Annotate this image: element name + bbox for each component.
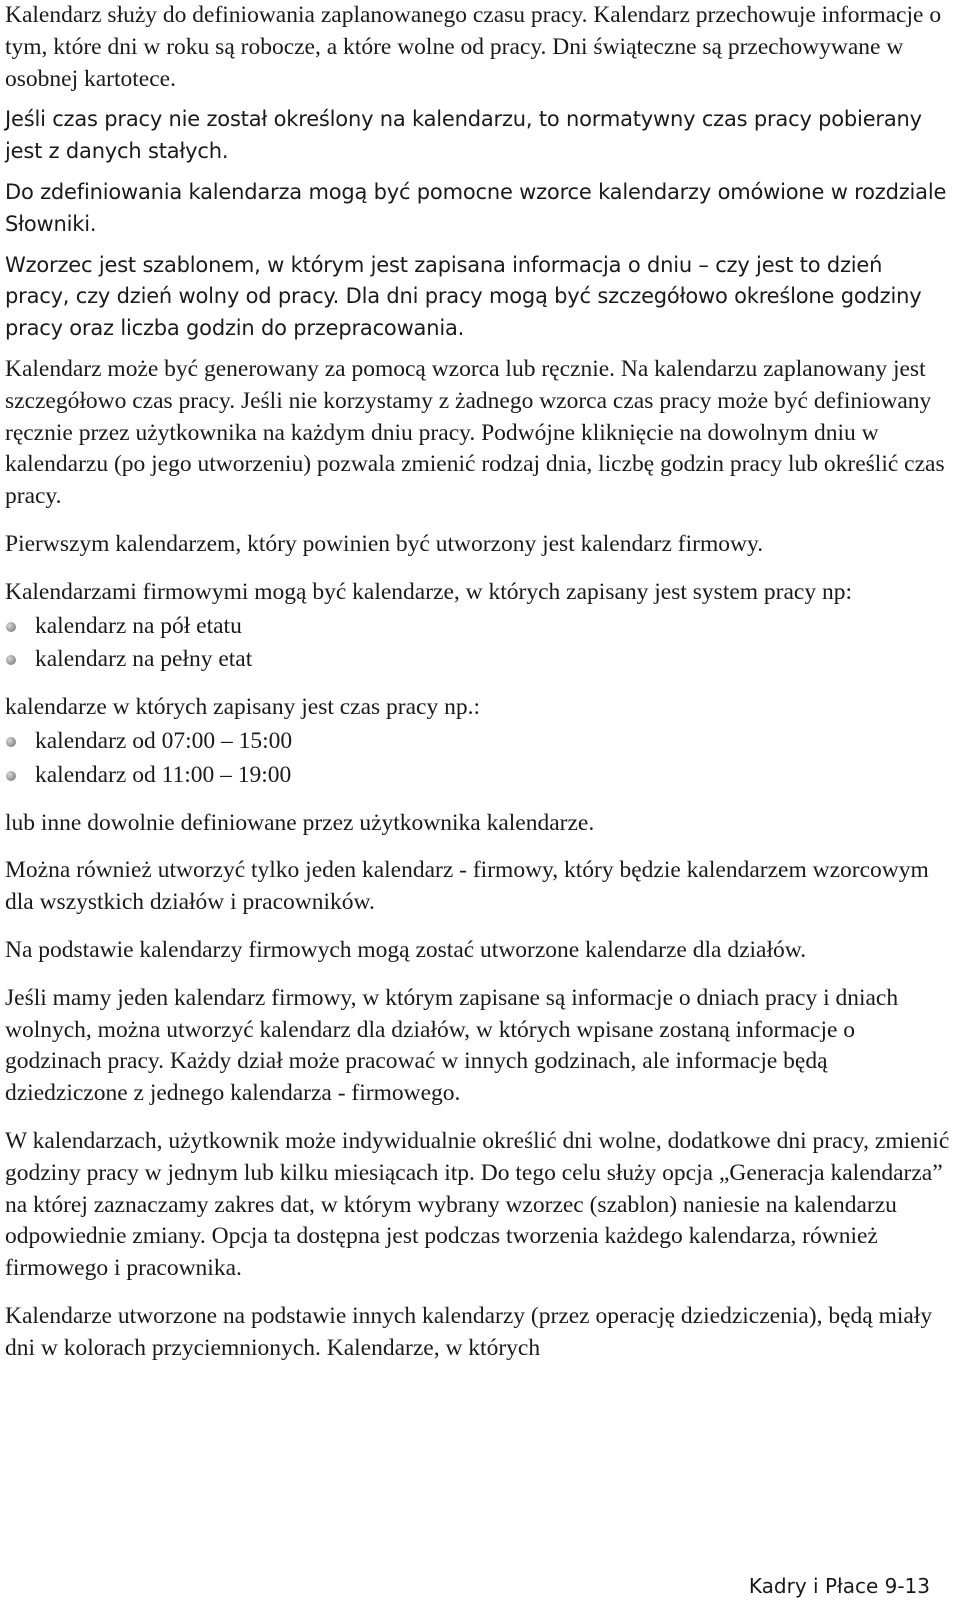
list-work-hours <box>5 726 950 792</box>
list-item-label: kalendarz na pół etatu <box>35 612 242 639</box>
list-work-systems <box>5 611 950 677</box>
paragraph-inherited-colors: Kalendarze utworzone na podstawie innych kalendarzy (przez operację dziedziczenia), będą miały dni w kolorach przyciemnionych. Kalendarze, w których <box>5 1302 933 1361</box>
list-item-label: kalendarz od 11:00 – 19:00 <box>35 761 292 788</box>
list-item <box>5 644 950 676</box>
paragraph-other-calendars: lub inne dowolnie definiowane przez użytkownika kalendarze. <box>5 809 595 836</box>
paragraph-template-definition: Wzorzec jest szablonem, w którym jest zapisana informacja o dniu – czy jest to dzień pracy, czy dzień wolny od pracy. Dla dni pracy mogą być szczegółowo określone godziny pracy oraz liczba godzin do przepracowania. <box>5 252 922 341</box>
list-item <box>5 726 950 758</box>
bullet-icon <box>6 622 16 632</box>
paragraph-work-time-calendars: kalendarze w których zapisany jest czas pracy np.: <box>5 694 481 721</box>
list-item-label: kalendarz na pełny etat <box>35 646 253 673</box>
list-item <box>5 760 950 792</box>
paragraph-templates: Do zdefiniowania kalendarza mogą być pomocne wzorce kalendarzy omówione w rozdziale Słowniki. <box>5 179 947 236</box>
paragraph-single-calendar: Można również utworzyć tylko jeden kalendarz - firmowy, który będzie kalendarzem wzorcowym dla wszystkich działów i pracowników. <box>5 857 929 916</box>
paragraph-calendar-intro: Kalendarz służy do definiowania zaplanowanego czasu pracy. Kalendarz przechowuje informacje o tym, które dni w roku są robocze, a które wolne od pracy. Dni świąteczne są przechowywane w osobnej kartotece. <box>5 2 942 92</box>
list-item-label: kalendarz od 07:00 – 15:00 <box>35 727 293 754</box>
paragraph-inheritance: Jeśli mamy jeden kalendarz firmowy, w którym zapisane są informacje o dniach pracy i dniach wolnych, można utworzyć kalendarz dla działów, w których wpisane zostaną informacje o godzinach pracy. Każdy dział może pracować w innych godzinach, ale informacje będą dziedziczone z jednego kalendarza - firmowego. <box>5 984 899 1107</box>
paragraph-first-calendar: Pierwszym kalendarzem, który powinien być utworzony jest kalendarz firmowy. <box>5 530 764 557</box>
list-item <box>5 611 950 643</box>
paragraph-company-calendars: Kalendarzami firmowymi mogą być kalendarze, w których zapisany jest system pracy np: <box>5 578 853 605</box>
paragraph-user-customization: W kalendarzach, użytkownik może indywidualnie określić dni wolne, dodatkowe dni pracy, zmienić godziny pracy w jednym lub kilku miesiącach itp. Do tego celu służy opcja „Generacja kalendarza” na której zaznaczamy zakres dat, w którym wybrany wzorzec (szablon) naniesie na kalendarzu odpowiednie zmiany. Opcja ta dostępna jest podczas tworzenia każdego kalendarza, również firmowego i pracownika. <box>5 1127 950 1282</box>
paragraph-normative-time: Jeśli czas pracy nie został określony na kalendarzu, to normatywny czas pracy pobierany jest z danych stałych. <box>5 107 922 164</box>
page-footer: Kadry i Płace 9-13 <box>748 1574 930 1598</box>
bullet-icon <box>6 737 16 747</box>
bullet-icon <box>6 771 16 781</box>
paragraph-generation: Kalendarz może być generowany za pomocą wzorca lub ręcznie. Na kalendarzu zaplanowany jest szczegółowo czas pracy. Jeśli nie korzystamy z żadnego wzorca czas pracy może być definiowany ręcznie przez użytkownika na każdym dniu pracy. Podwójne kliknięcie na dowolnym dniu w kalendarzu (po jego utworzeniu) pozwala zmienić rodzaj dnia, liczbę godzin pracy lub określić czas pracy. <box>5 355 945 510</box>
document-page <box>5 0 950 1364</box>
paragraph-department-calendars: Na podstawie kalendarzy firmowych mogą zostać utworzone kalendarze dla działów. <box>5 936 807 963</box>
bullet-icon <box>6 655 16 665</box>
